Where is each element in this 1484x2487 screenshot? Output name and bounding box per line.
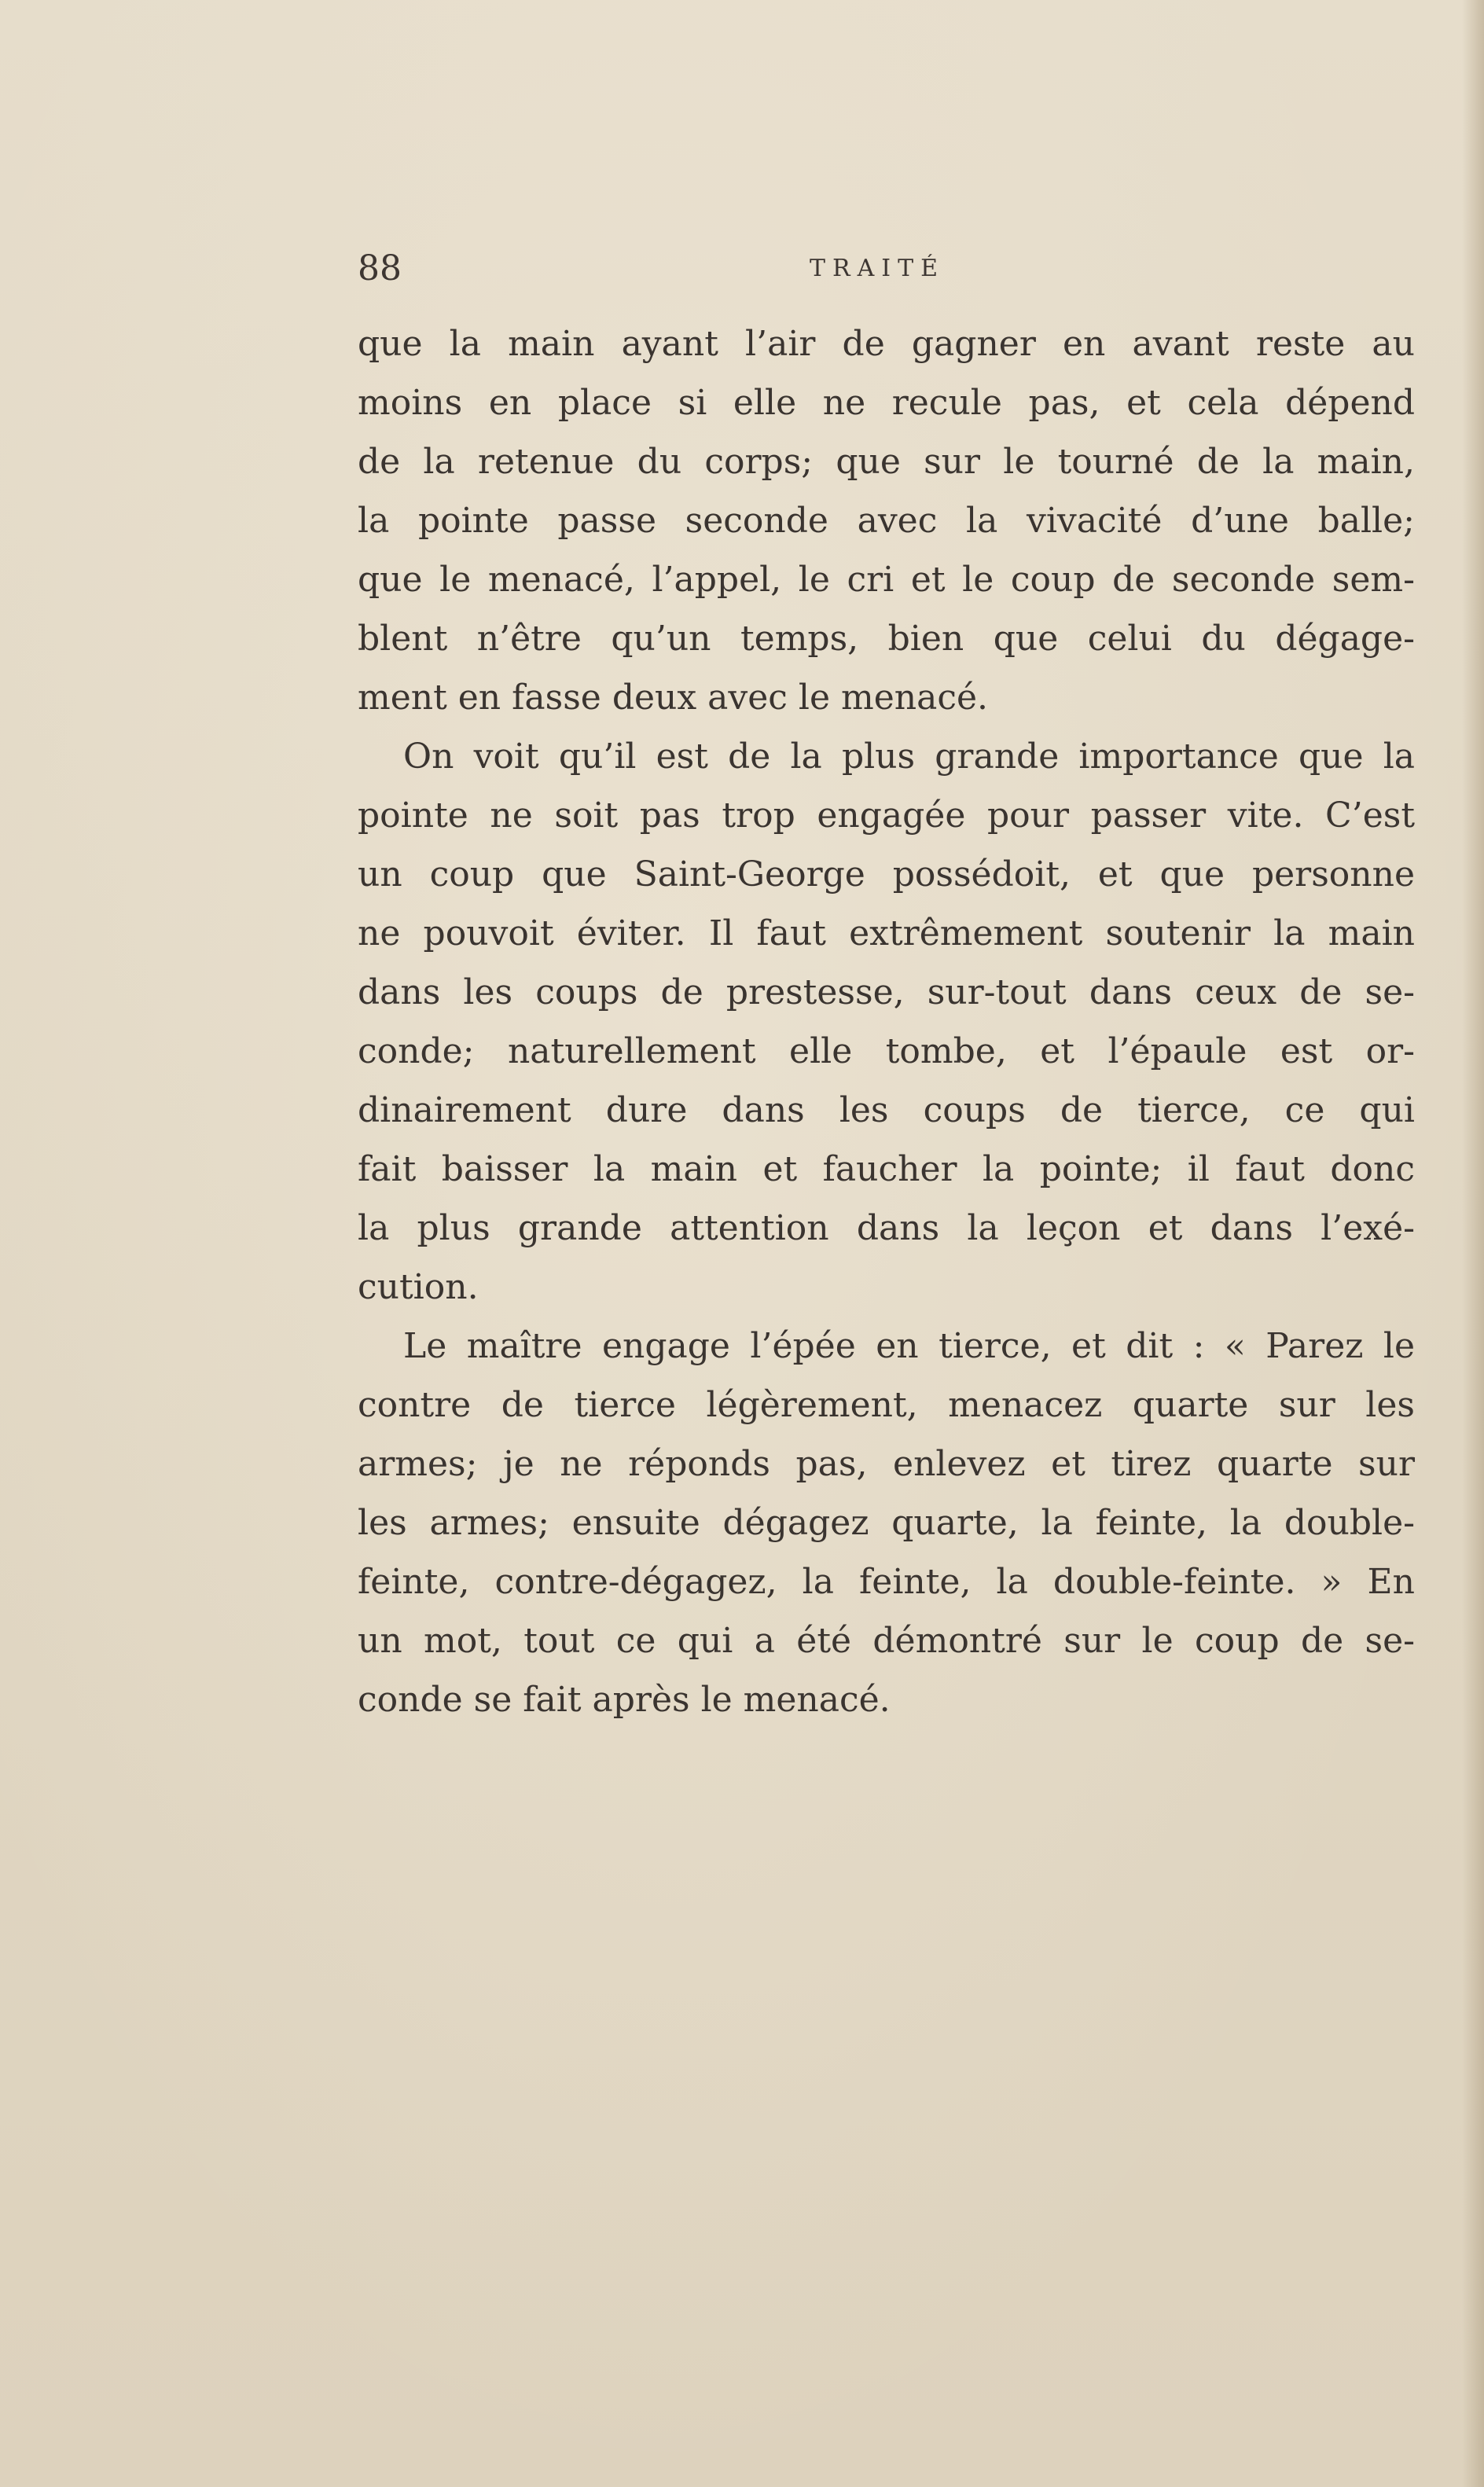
text-line: ment en fasse deux avec le menacé.: [358, 678, 989, 718]
text-line: un mot, tout ce qui a été démontré sur le coup de se-: [358, 1621, 1415, 1661]
running-head: [358, 245, 1415, 292]
text-line: conde se fait après le menacé.: [358, 1680, 891, 1720]
text-line: un coup que Saint-George possédoit, et que personne: [358, 854, 1415, 895]
text-line: On voit qu’il est de la plus grande importance que la: [403, 737, 1415, 777]
text-line: contre de tierce légèrement, menacez quarte sur les: [358, 1385, 1415, 1425]
text-line: blent n’être qu’un temps, bien que celui du dégage-: [358, 619, 1415, 659]
text-line: la pointe passe seconde avec la vivacité d’une balle;: [358, 501, 1415, 541]
text-line: moins en place si elle ne recule pas, et cela dépend: [358, 383, 1415, 423]
text-line: Le maître engage l’épée en tierce, et dit : « Parez le: [403, 1326, 1415, 1366]
text-line: cution.: [358, 1267, 479, 1307]
page-edge-shadow: [1462, 0, 1484, 2487]
text-line: dans les coups de prestesse, sur-tout dans ceux de se-: [358, 972, 1415, 1012]
text-line: conde; naturellement elle tombe, et l’épaule est or-: [358, 1031, 1415, 1071]
text-line: dinairement dure dans les coups de tierce, ce qui: [358, 1090, 1415, 1130]
text-line: que le menacé, l’appel, le cri et le coup de seconde sem-: [358, 560, 1415, 600]
text-line: de la retenue du corps; que sur le tourné de la main,: [358, 442, 1415, 482]
text-line: les armes; ensuite dégagez quarte, la feinte, la double-: [358, 1503, 1415, 1543]
text-line: fait baisser la main et faucher la pointe; il faut donc: [358, 1149, 1415, 1189]
page-number: 88: [358, 248, 402, 288]
text-line: armes; je ne réponds pas, enlevez et tirez quarte sur: [358, 1444, 1415, 1484]
text-line: ne pouvoit éviter. Il faut extrêmement soutenir la main: [358, 913, 1415, 953]
text-line: que la main ayant l’air de gagner en avant reste au: [358, 324, 1415, 364]
text-line: pointe ne soit pas trop engagée pour passer vite. C’est: [358, 795, 1415, 836]
running-title: TRAITÉ: [810, 255, 946, 282]
text-line: feinte, contre-dégagez, la feinte, la double-feinte. » En: [358, 1562, 1415, 1602]
text-line: la plus grande attention dans la leçon et dans l’exé-: [358, 1208, 1415, 1248]
body-text: [358, 314, 1415, 1729]
